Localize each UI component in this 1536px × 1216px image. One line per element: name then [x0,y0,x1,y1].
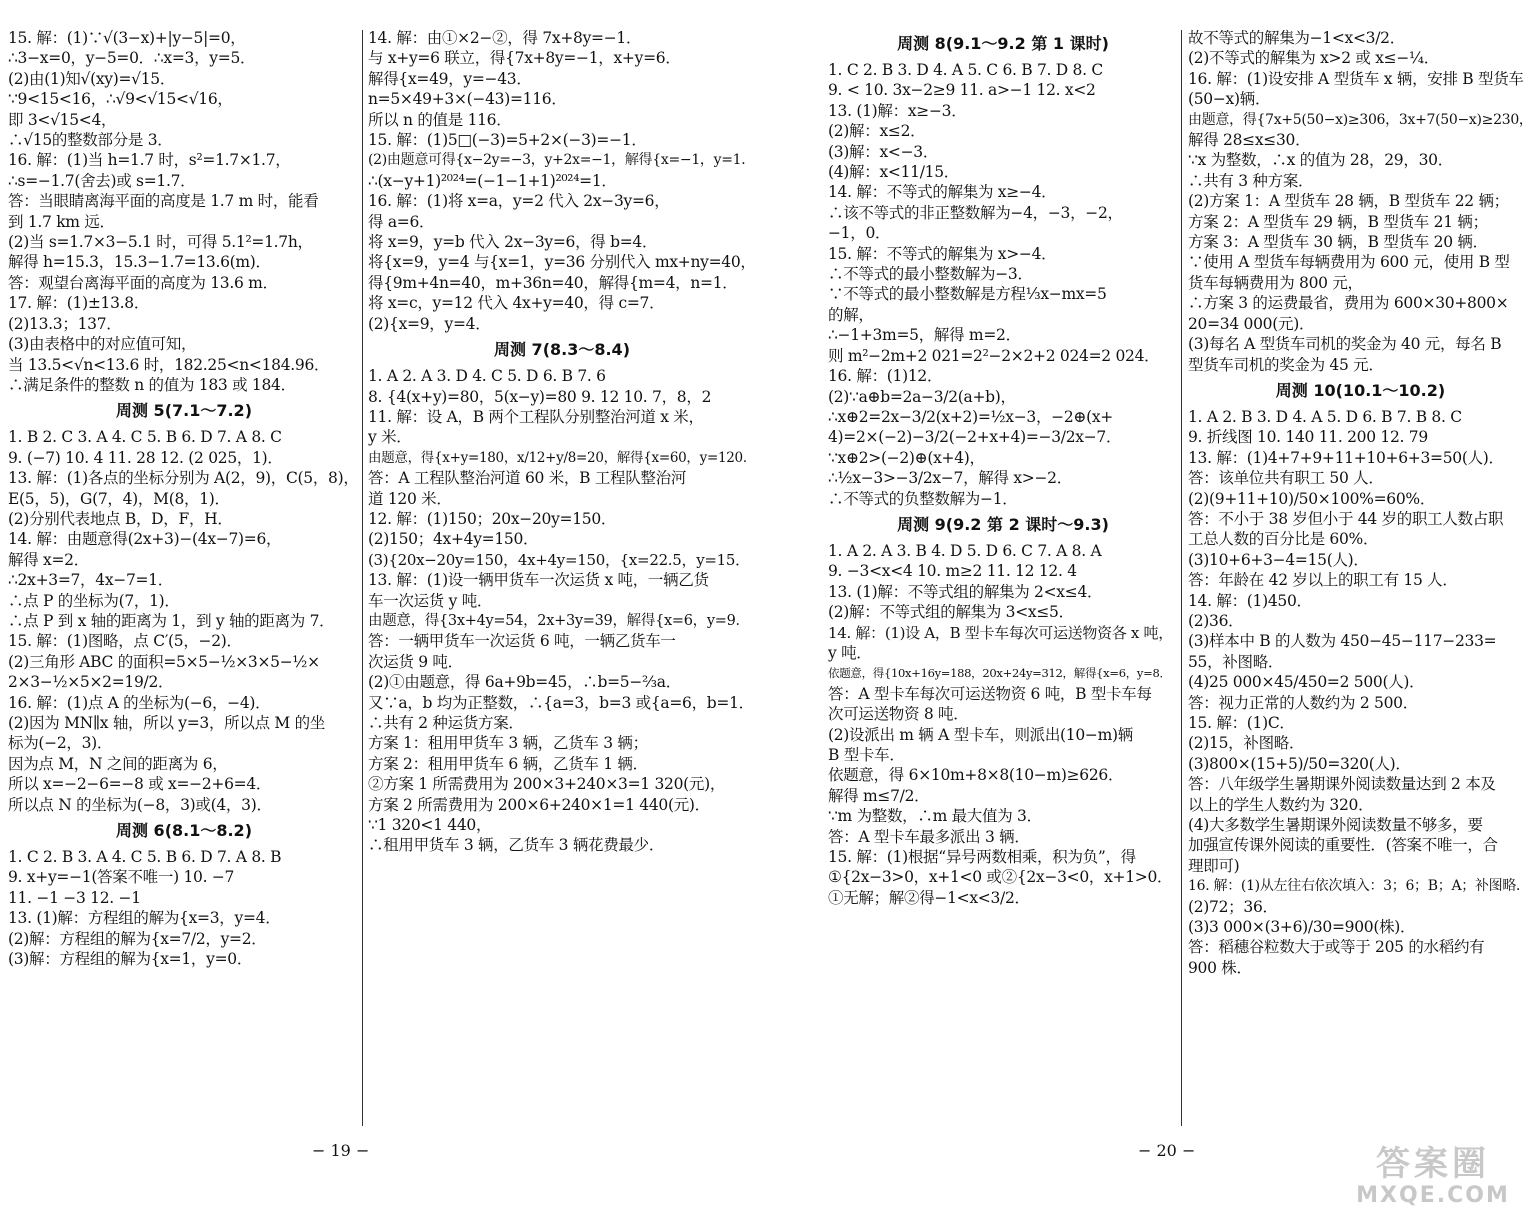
answer-line: 14. 解：不等式的解集为 x≥−4． [828,183,1057,202]
answer-line: 16. 解：(1)将 x=a，y=2 代入 2x−3y=6， [368,192,670,211]
answer-line: 9. 折线图 10. 140 11. 200 12. 79 [1188,428,1428,447]
answer-line: 2×3−½×5×2=19/2． [8,673,174,692]
answer-line: (2)由(1)知√(xy)=√15． [8,69,176,88]
section-heading: 周测 8(9.1～9.2 第 1 课时) [897,34,1109,53]
answer-line: 货车每辆费用为 800 元， [1188,273,1363,292]
answer-line: 解得 28≤x≤30． [1188,131,1311,150]
answer-line: ∴(x−y+1)²⁰²⁴=(−1−1+1)²⁰²⁴=1． [368,171,617,190]
answer-line: (3)解：方程组的解为{x=1，y=0． [8,950,253,969]
page-number-right: − 20 − [1138,1141,1196,1160]
answer-line: 1. B 2. C 3. A 4. C 5. B 6. D 7. A 8. C [8,428,282,447]
answer-line: 13. 解：(1)各点的坐标分别为 A(2，9)，C(5，8)， [8,469,359,488]
answer-line: ∴共有 3 种方案． [1188,171,1314,190]
answer-line: 16. 解：(1)当 h=1.7 时，s²=1.7×1.7， [8,151,291,170]
answer-line: 方案 3：A 型货车 30 辆，B 型货车 20 辆． [1188,233,1488,252]
answer-line: ②方案 1 所需费用为 200×3+240×3=1 320(元)， [368,775,726,794]
answer-line: (50−x)辆． [1188,90,1271,109]
answer-line: 55，补图略． [1188,652,1284,671]
answer-line: 答：A 型卡车每次可运送物资 6 吨，B 型卡车每 [828,684,1152,703]
section-heading: 周测 7(8.3～8.4) [493,340,631,360]
answer-line: 由题意，得{x+y=180，x/12+y/8=20，解得{x=60，y=120． [368,449,756,466]
column-divider [362,30,363,1126]
answer-line: 方案 2：租用甲货车 6 辆，乙货车 1 辆． [368,754,648,773]
answer-line: 因为点 M，N 之间的距离为 6， [8,754,228,773]
answer-line: (2)因为 MN∥x 轴，所以 y=3，所以点 M 的坐 [8,714,326,732]
answer-line: (3)10+6+3−4=15(人)． [1188,550,1369,569]
answer-line: 15. 解：(1)∵√(3−x)+|y−5|=0， [8,29,246,47]
answer-line: ∵x⊕2>(−2)⊕(x+4)， [828,448,985,467]
answer-line: 到 1.7 km 远． [8,212,115,231]
answer-line: (3)3 000×(3+6)/30=900(株)． [1188,918,1416,937]
watermark-url: MXQE.COM [1356,1183,1510,1208]
answer-line: 标为(−2，3)． [8,734,113,753]
answer-line: 的解， [828,305,874,324]
answer-line: 以上的学生人数约为 320． [1188,795,1374,814]
answer-line: 方案 2 所需费用为 200×6+240×1=1 440(元)． [368,795,710,814]
section-heading: 周测 9(9.2 第 2 课时～9.3) [897,514,1109,534]
answer-line: 将 x=9，y=b 代入 2x−3y=6，得 b=4． [368,233,658,252]
answer-line: 型货车司机的奖金为 45 元． [1188,355,1384,374]
answer-line: ①无解；解②得−1<x<3/2． [828,888,1030,907]
answer-line: ∴不等式的负整数解为−1． [828,489,1018,508]
answer-line: ∴点 P 的坐标为(7，1)． [8,591,180,610]
answer-line: 8. {4(x+y)=80，5(x−y)=80 9. 12 10. 7，8，2 [368,387,712,406]
answer-line: 15. 解：(1)图略，点 C′(5，−2)． [8,632,242,651]
answer-line: 1. A 2. A 3. B 4. D 5. D 6. C 7. A 8. A [828,541,1102,560]
answer-line: ∵m 为整数，∴m 最大值为 3． [828,807,1042,826]
answer-line: (4)25 000×45/450=2 500(人)． [1188,673,1425,692]
answer-line: n=5×49+3×(−43)=116． [368,90,567,109]
answer-line: (3){20x−20y=150，4x+4y=150，{x=22.5，y=15． [368,550,750,569]
answer-line: 13. (1)解：方程组的解为{x=3，y=4． [8,909,281,928]
answer-line: ∵不等式的最小整数解是方程⅓x−mx=5 [828,285,1107,304]
answer-line: ∴租用甲货车 3 辆，乙货车 3 辆花费最少． [368,836,665,855]
answer-line: ∴不等式的最小整数解为−3． [828,265,1033,284]
answer-line: 答：稻穗谷粒数大于或等于 205 的水稻约有 [1188,938,1485,957]
answer-line: 9. < 10. 3x−2≥9 11. a>−1 12. x<2 [828,81,1096,100]
answer-line: 13. 解：(1)设一辆甲货车一次运货 x 吨，一辆乙货 [368,571,709,590]
answer-line: 答：年龄在 42 岁以上的职工有 15 人． [1188,571,1458,590]
answer-line: B 型卡车． [828,746,905,764]
answer-line: 12. 解：(1)150；20x−20y=150． [368,509,617,528]
answer-line: 所以 x=−2−6=−8 或 x=−2+6=4． [8,775,272,794]
answer-line: 13. (1)解：x≥−3． [828,101,967,120]
answer-line: (4)解：x<11/15． [828,163,959,182]
answer-line: 将 x=c，y=12 代入 4x+y=40，得 c=7． [368,294,665,313]
answer-line: 16. 解：(1)设安排 A 型货车 x 辆，安排 B 型货车 [1188,69,1524,88]
answer-line: 900 株． [1188,958,1252,977]
answer-line: 9. −3<x<4 10. m≥2 11. 12 12. 4 [828,562,1077,581]
answer-line: 15. 解：不等式的解集为 x>−4． [828,244,1057,263]
answer-line: 1. A 2. A 3. D 4. C 5. D 6. B 7. 6 [368,367,606,386]
answer-line: 故不等式的解集为−1<x<3/2． [1188,29,1405,47]
answer-line: 道 120 米． [368,489,452,508]
answer-line: (2)设派出 m 辆 A 型卡车，则派出(10−m)辆 [828,725,1133,744]
answer-line: 则 m²−2m+2 021=2²−2×2+2 024=2 024． [828,346,1160,365]
answer-line: 依题意，得 6×10m+8×8(10−m)≥626． [828,766,1124,785]
answer-line: ∴共有 2 种运货方案． [368,714,524,732]
answer-line: (2)36． [1188,611,1244,630]
watermark-text: 答案圈 [1376,1144,1490,1184]
answer-line: 所以 n 的值是 116． [368,110,512,129]
answer-line: (2){x=9，y=4． [368,314,491,333]
answer-line: 4)=2×(−2)−3/2(−2+x+4)=−3/2x−7． [828,428,1122,447]
answer-line: 当 13.5<√n<13.6 时，182.25<n<184.96． [8,355,330,374]
answer-line: ∴该不等式的非正整数解为−4，−3，−2， [828,203,1123,222]
answer-line: (3)800×(15+5)/50=320(人)． [1188,754,1411,773]
answer-line: 14. 解：由题意得(2x+3)−(4x−7)=6， [8,530,282,549]
answer-line: (4)大多数学生暑期课外阅读数量不够多，要 [1188,816,1483,835]
answer-line: E(5，5)，G(7，4)，M(8，1)． [8,489,230,508]
answer-line: 解得 x=2． [8,550,89,569]
answer-line: 与 x+y=6 联立，得{7x+8y=−1，x+y=6． [368,49,681,68]
section-heading: 周测 6(8.1～8.2) [115,821,253,841]
answer-line: (2)当 s=1.7×3−5.1 时，可得 5.1²=1.7h， [8,233,313,252]
answer-line: 依题意，得{10x+16y=188，20x+24y=312，解得{x=6，y=8． [828,666,1171,681]
answer-line: (2)解：x≤2． [828,122,926,141]
answer-line: 答：不小于 38 岁但小于 44 岁的职工人数占职 [1188,509,1504,528]
answer-line: ∴x⊕2=2x−3/2(x+2)=½x−3，−2⊕(x+ [828,407,1113,426]
answer-line: (2)①由题意，得 6a+9b=45，∴b=5−⅔a． [368,673,681,692]
answer-line: 答：一辆甲货车一次运货 6 吨，一辆乙货车一 [368,632,676,651]
answer-line: 11. 解：设 A，B 两个工程队分别整治河道 x 米， [368,407,704,426]
answer-line: 9. x+y=−1(答案不唯一) 10. −7 [8,868,235,887]
answer-line: ∴½x−3>−3/2x−7，解得 x>−2． [828,469,1072,488]
answer-line: 答：该单位共有职工 50 人． [1188,469,1384,488]
answer-line: 次运货 9 吨． [368,652,463,671]
answer-line: ∵x 为整数，∴x 的值为 28，29，30． [1188,151,1453,170]
answer-line: (2)不等式的解集为 x>2 或 x≤−¼． [1188,49,1439,68]
answer-line: ∴3−x=0，y−5=0．∴x=3，y=5． [8,49,256,68]
answer-line: 1. C 2. B 3. A 4. C 5. B 6. D 7. A 8. B [8,848,282,867]
section-heading: 周测 10(10.1～10.2) [1275,380,1446,400]
answer-line: 15. 解：(1)C． [1188,714,1295,732]
answer-column-3 [828,28,1178,1146]
answer-line: 得 a=6． [368,212,435,231]
answer-line: 16. 解：(1)从左往右依次填入：3；6；B；A；补图略． [1188,878,1530,895]
answer-line: 又∵a，b 均为正整数，∴{a=3，b=3 或{a=6，b=1． [368,693,754,712]
answer-line: 答：视力正常的人数约为 2 500． [1188,693,1418,712]
answer-line: ∴方案 3 的运费最省，费用为 600×30+800× [1188,294,1509,313]
answer-line: 解得 m≤7/2． [828,786,930,805]
answer-line: 16. 解：(1)12． [828,367,943,386]
answer-line: 答：A 型卡车最多派出 3 辆． [828,827,1030,846]
page-number-left: − 19 − [312,1141,370,1160]
answer-line: (2)由题意可得{x−2y=−3，y+2x=−1，解得{x=−1，y=1． [368,152,755,169]
answer-line: 13. 解：(1)4+7+9+11+10+6+3=50(人)． [1188,448,1504,467]
right-page [768,0,1536,1216]
answer-line: 13. (1)解：不等式组的解集为 2<x≤4． [828,582,1103,601]
answer-line: 答：当眼睛离海平面的高度是 1.7 m 时，能看 [8,192,319,211]
answer-line: 工总人数的百分比是 60%． [1188,530,1379,549]
answer-line: ∵9<15<16，∴√9<√15<√16， [8,90,233,109]
answer-line: 11. −1 −3 12. −1 [8,888,141,907]
answer-line: (2)13.3；137． [8,314,122,333]
answer-line: 理即可) [1188,856,1240,875]
answer-line: 方案 2：A 型货车 29 辆，B 型货车 21 辆； [1188,212,1488,231]
answer-line: 将{x=9，y=4 与{x=1，y=36 分别代入 mx+ny=40， [368,253,756,272]
answer-line: 解得{x=49，y=−43． [368,69,532,88]
answer-line: (2)72；36． [1188,897,1278,916]
answer-line: 17. 解：(1)±13.8． [8,294,150,313]
answer-line: (2)分别代表地点 B，D，F，H． [8,509,233,528]
answer-line: 16. 解：(1)点 A 的坐标为(−6，−4)． [8,693,271,712]
answer-line: 9. (−7) 10. 4 11. 28 12. (2 025，1)． [8,448,283,467]
answer-line: ∴−1+3m=5，解得 m=2． [828,326,1021,345]
answer-line: y 米． [368,428,412,447]
answer-line: 20=34 000(元)． [1188,314,1315,333]
answer-line: (3)解：x<−3． [828,142,939,161]
answer-line: 15. 解：(1)根据“异号两数相乘，积为负”，得 [828,848,1136,867]
answer-line: ∵使用 A 型货车每辆费用为 600 元，使用 B 型 [1188,253,1510,272]
section-heading: 周测 5(7.1～7.2) [115,401,253,421]
answer-line: 解得 h=15.3，15.3−1.7=13.6(m)． [8,253,271,272]
answer-line: 得{9m+4n=40，m+36n=40，解得{m=4，n=1． [368,273,738,292]
answer-line: (3)由表格中的对应值可知， [8,335,197,354]
answer-column-4 [1188,28,1533,1146]
answer-line: (2)150；4x+4y=150． [368,530,539,549]
column-divider [1181,30,1182,1126]
answer-line: 14. 解：(1)450． [1188,591,1312,610]
answer-line: 由题意，得{3x+4y=54，2x+3y=39，解得{x=6，y=9． [368,612,750,629]
answer-line: ∴满足条件的整数 n 的值为 183 或 184． [8,375,296,394]
answer-line: 所以点 N 的坐标为(−8，3)或(4，3)． [8,795,272,814]
answer-line: (2)(9+11+10)/50×100%=60%． [1188,489,1436,508]
answer-line: 方案 1：租用甲货车 3 辆，乙货车 3 辆； [368,734,648,753]
answer-line: 15. 解：(1)5□(−3)=5+2×(−3)=−1． [368,131,647,150]
answer-line: (2)15，补图略． [1188,734,1305,753]
answer-line: 1. C 2. B 3. D 4. A 5. C 6. B 7. D 8. C [828,61,1103,79]
answer-line: 答：A 工程队整治河道 60 米，B 工程队整治河 [368,469,687,488]
answer-line: ∵1 320<1 440， [368,816,492,835]
answer-line: −1，0． [828,224,891,243]
answer-line: 答：观望台离海平面的高度为 13.6 m． [8,273,278,292]
answer-line: ∴√15的整数部分是 3． [8,131,173,150]
answer-line: y 吨． [828,643,872,662]
answer-line: 次可运送物资 8 吨． [828,705,969,724]
answer-line: (2)解：不等式组的解集为 3<x≤5． [828,603,1074,622]
answer-line: 由题意，得{7x+5(50−x)≥306，3x+7(50−x)≥230， [1188,111,1533,128]
answer-line: 车一次运货 y 吨． [368,591,493,610]
answer-line: 加强宣传课外阅读的重要性．(答案不唯一，合 [1188,836,1498,855]
watermark-logo [1338,1144,1528,1210]
answer-line: 14. 解：由①×2−②，得 7x+8y=−1． [368,29,642,47]
answer-line: (2)∵a⊕b=2a−3/2(a+b)， [828,387,1016,406]
answer-column-2 [368,28,756,1146]
answer-line: 答：八年级学生暑期课外阅读数量达到 2 本及 [1188,775,1496,794]
answer-line: (2)三角形 ABC 的面积=5×5−½×3×5−½× [8,652,320,671]
answer-line: ∴s=−1.7(舍去)或 s=1.7． [8,171,196,190]
answer-line: 即 3<√15<4， [8,110,117,129]
answer-line: 1. A 2. B 3. D 4. A 5. D 6. B 7. B 8. C [1188,407,1462,426]
answer-line: (2)方案 1：A 型货车 28 辆，B 型货车 22 辆； [1188,192,1509,211]
answer-line: ∴点 P 到 x 轴的距离为 1，到 y 轴的距离为 7． [8,611,335,630]
answer-line: ∴2x+3=7，4x−7=1． [8,571,173,590]
answer-line: (2)解：方程组的解为{x=7/2，y=2． [8,929,267,948]
answer-line: (3)每名 A 型货车司机的奖金为 40 元，每名 B [1188,335,1502,354]
answer-line: (3)样本中 B 的人数为 450−45−117−233= [1188,632,1497,651]
answer-column-1 [8,28,360,1146]
answer-line: ①{2x−3>0，x+1<0 或②{2x−3<0，x+1>0． [828,868,1173,887]
answer-line: 14. 解：(1)设 A，B 型卡车每次可运送物资各 x 吨， [828,623,1173,642]
